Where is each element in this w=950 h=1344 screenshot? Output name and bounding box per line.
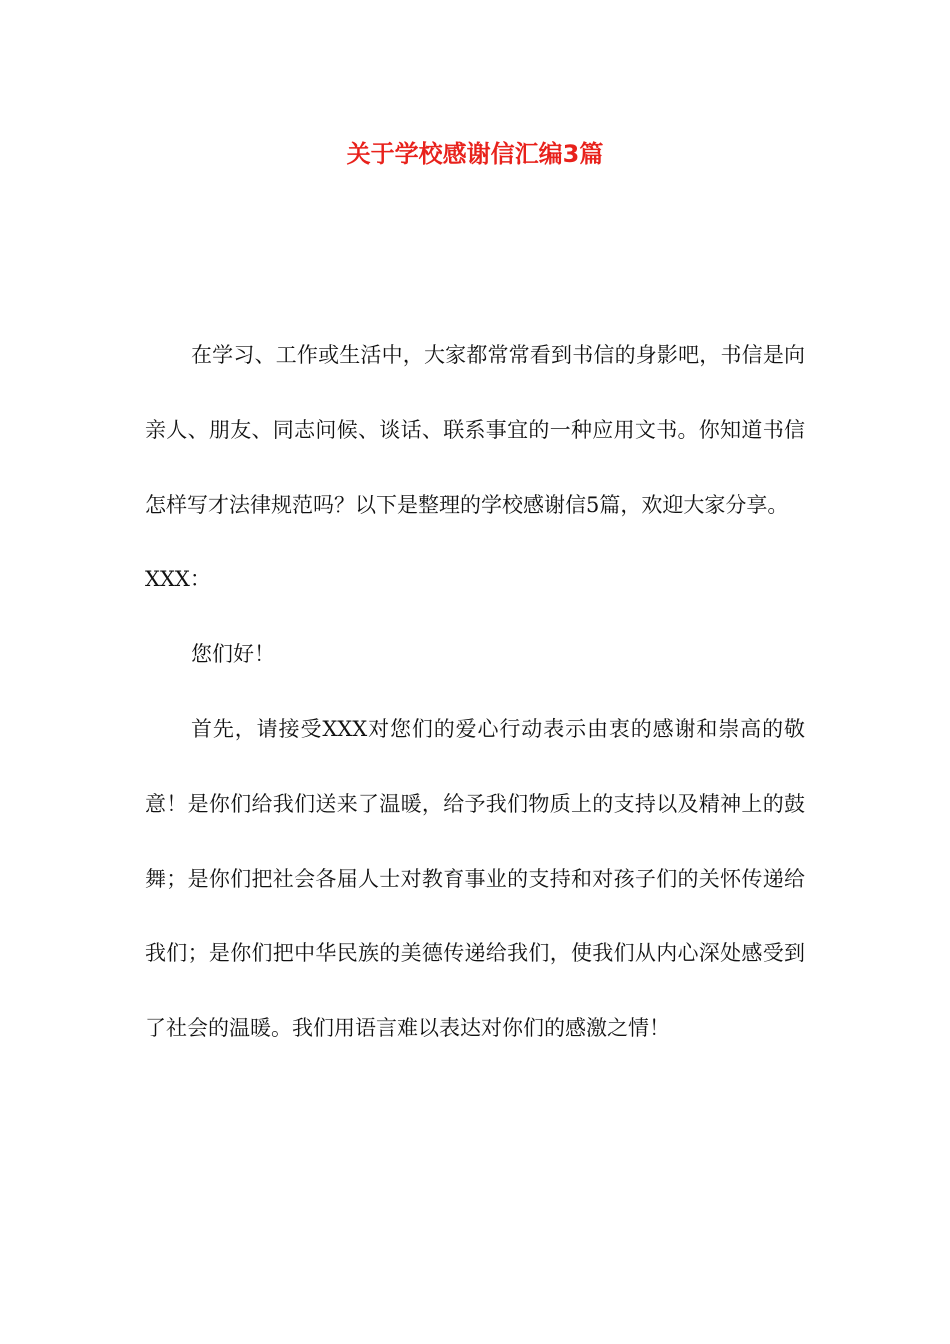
document-title: 关于学校感谢信汇编3篇 (346, 140, 604, 168)
document-body (145, 318, 805, 1066)
greeting: 您们好！ (191, 642, 275, 667)
thanks-paragraph: 首先，请接受XXX对您们的爱心行动表示由衷的感谢和崇高的敬意！是你们给我们送来了温暖，给予我们物质上的支持以及精神上的鼓舞；是你们把社会各届人士对教育事业的支持和对孩子们的关怀传递给我们；是你们把中华民族的美德传递给我们，使我们从内心深处感受到了社会的温暖。我们用语言难以表达对你们的感激之情！ (145, 716, 805, 1041)
salutation: XXX： (145, 567, 211, 592)
intro-paragraph: 在学习、工作或生活中，大家都常常看到书信的身影吧，书信是向亲人、朋友、同志问候、谈话、联系事宜的一种应用文书。你知道书信怎样写才法律规范吗？以下是整理的学校感谢信5篇，欢迎大家分享。 (145, 343, 805, 517)
